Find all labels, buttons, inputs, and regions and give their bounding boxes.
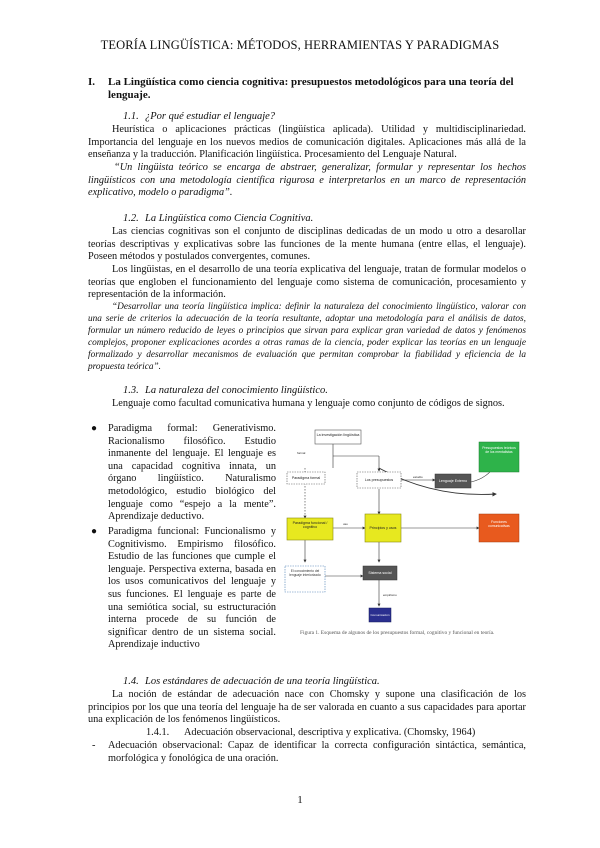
- subsection-number: 1.2.: [123, 213, 139, 224]
- subsection-number: 1.1.: [123, 111, 139, 122]
- page-number: 1: [297, 794, 303, 806]
- paradigm-diagram: [283, 428, 523, 634]
- dash-icon: -: [92, 740, 96, 751]
- paragraph: Heurística o aplicaciones prácticas (lingüística aplicada). Utilidad y multidisciplinariedad. Importancia del lenguaje en los nuevos medios de comunicación digitales. Aplicaciones más allá de la enseñanza y la traducción. Planificación lingüística. Procesamiento del Lenguaje Natural.: [88, 124, 526, 161]
- node-label: Los presupuestos: [364, 478, 394, 482]
- document-title: TEORÍA LINGÜÍSTICA: MÉTODOS, HERRAMIENTAS Y PARADIGMAS: [100, 38, 500, 52]
- node-label: Presupuestos teóricos de los mentalistas: [482, 446, 516, 454]
- bullet-icon: ●: [91, 526, 98, 537]
- node-label: Paradigma formal: [291, 476, 321, 480]
- list-item: Paradigma formal: Generativismo. Racionalismo filosófico. Estudio inmanente del lenguaje. El lenguaje es una capacidad cognitiva innata, un órgano lingüístico. Naturalismo metodológico, estudio biológico del lenguaje como “espejo a la mente”. Aprendizaje deductivo.: [108, 423, 276, 523]
- quote: “Desarrollar una teoría lingüística implica: definir la naturaleza del conocimiento lingüístico, valorar con una serie de criterios la adecuación de la teoría resultante, adoptar una metodología para el análisis de datos, formular un número reducido de leyes o principios que sirvan para explicar gran variedad de datos y fenómenos complejos, proponer explicaciones acordes a otras ramas de la ciencia, poder explicar las teorías en un lenguaje formalizado y desarrollar mecanismos de evaluación que permitan comprobar la fiabilidad y eficiencia de la propuesta teórica”.: [88, 302, 526, 372]
- list-item: Adecuación observacional: Capaz de identificar la correcta configuración sintáctica, semántica, morfológica y fonológica de una oración.: [108, 740, 526, 764]
- paragraph: La noción de estándar de adecuación nace con Chomsky y supone una clasificación de los principios por los que una teoría del lenguaje ha de ser valorada en cuanto a sus capacidades para aportar una explicación de los fenómenos lingüísticos.: [88, 689, 526, 726]
- subsection-title: La naturaleza del conocimiento lingüístico.: [145, 385, 328, 396]
- edge-label: empirismo: [383, 593, 397, 597]
- subsection-title: Los estándares de adecuación de una teoría lingüística.: [145, 676, 380, 687]
- subsection-title: La Lingüística como Ciencia Cognitiva.: [145, 213, 314, 224]
- subsubsection-number: 1.4.1.: [146, 727, 170, 738]
- subsection-number: 1.4.: [123, 676, 139, 687]
- node-label: El conocimiento del lenguaje interiorizado: [289, 569, 321, 577]
- bullet-icon: ●: [91, 423, 98, 434]
- node-label: Lenguaje Externo: [438, 479, 468, 483]
- node-label: Principios y usos: [369, 526, 397, 530]
- subsection-title: ¿Por qué estudiar el lenguaje?: [145, 111, 276, 122]
- node-label: Sistema social: [368, 571, 392, 575]
- node-label: Funciones comunicativas: [488, 520, 510, 528]
- subsection-number: 1.3.: [123, 385, 139, 396]
- figure-caption: Figura 1. Esquema de algunos de los presupuestos formal, cognitivo y funcional en teoría.: [300, 630, 495, 636]
- paragraph: Las ciencias cognitivas son el conjunto de disciplinas dedicadas de un modo u otro a desarollar teorías descriptivas y explicativas sobre las funciones de la mente humana (entre ellas, el lenguaje). Poseen métodos y postulados convergentes, comunes.: [88, 226, 526, 263]
- subsubsection-title: Adecuación observacional, descriptiva y explicativa. (Chomsky, 1964): [184, 727, 476, 738]
- quote: “Un lingüista teórico se encarga de abstraer, generalizar, formular y representar los hechos lingüísticos con una metodología científica rigurosa e interpretarlos en un marco de representación explicativo, modelo o paradigma”.: [88, 162, 526, 199]
- node-label: Paradigma funcional / cognitivo: [292, 521, 328, 529]
- node-label: La investigación lingüística: [316, 433, 360, 437]
- list-item: Paradigma funcional: Funcionalismo y Cognitivismo. Empirismo filosófico. Estudio de las funciones que cumple el lenguaje. Perspectiva externa, basada en los usos comunicativos del lenguaje y sus funciones. El lenguaje es parte de una semiótica social, su estructuración interna procede de su función de significar dentro de un sistema social. Aprendizaje inductivo: [108, 526, 276, 651]
- paragraph: Los lingüistas, en el desarrollo de una teoría explicativa del lenguaje, tratan de formular modelos o teorías que engloben el funcionamiento del lenguaje como sistema de comunicación, procesamiento y representación de la información.: [88, 264, 526, 301]
- node-label: Comunicación: [370, 613, 390, 617]
- edge-label: uso: [343, 522, 348, 526]
- section-title: La Lingüística como ciencia cognitiva: presupuestos metodológicos para una teoría del lenguaje.: [108, 76, 514, 101]
- section-number: I.: [88, 76, 96, 88]
- edge-label: formal: [297, 451, 306, 455]
- edge-label: estudio: [413, 475, 423, 479]
- paragraph: Lenguaje como facultad comunicativa humana y lenguaje como conjunto de códigos de signos.: [112, 398, 505, 409]
